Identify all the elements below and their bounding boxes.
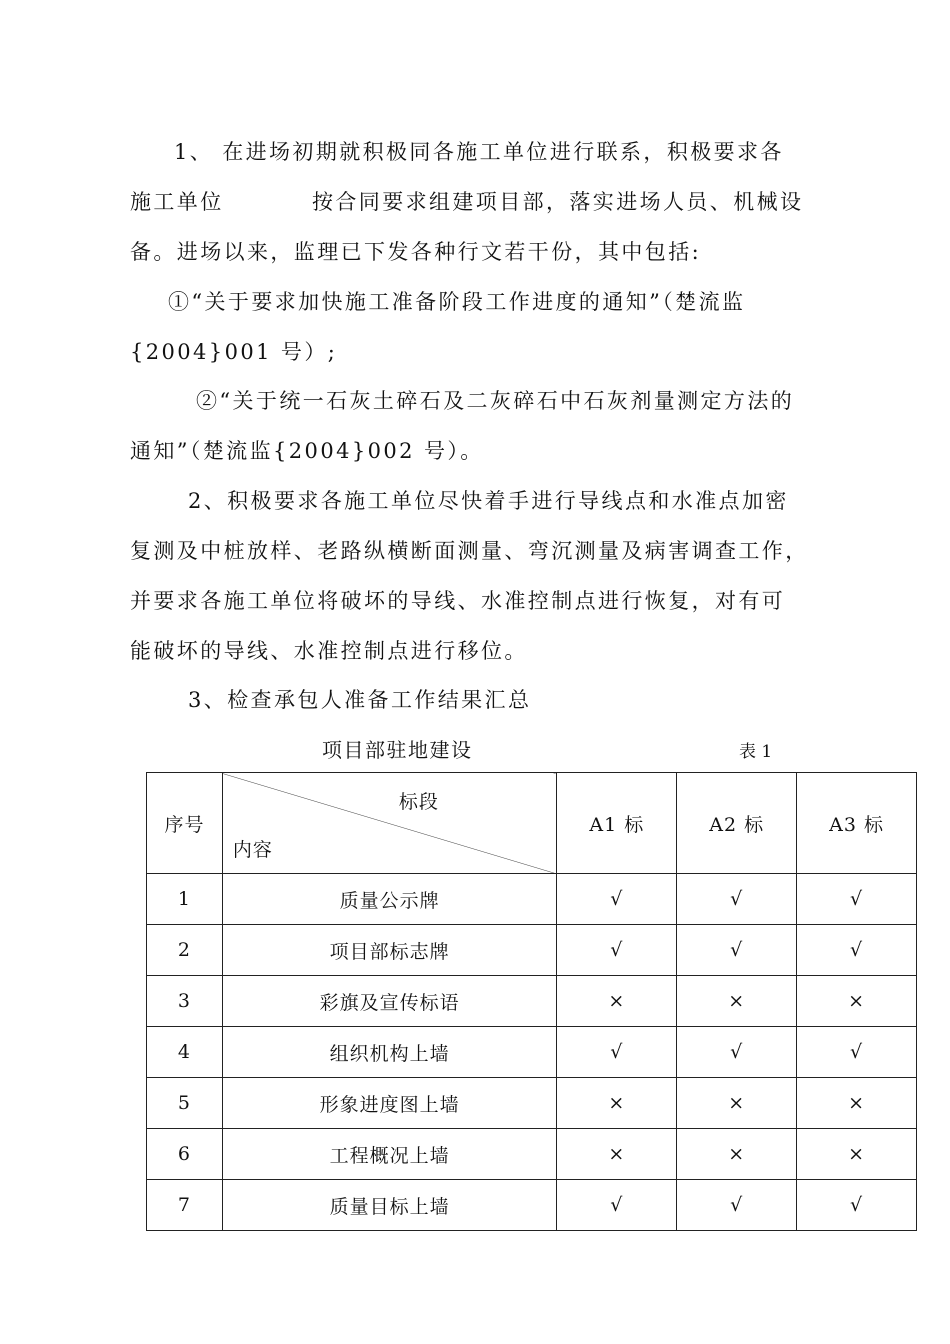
- row-content: 工程概况上墙: [222, 1129, 557, 1180]
- row-a3-status: ×: [797, 976, 917, 1027]
- row-content: 彩旗及宣传标语: [222, 976, 557, 1027]
- row-a1-status: √: [557, 1027, 677, 1078]
- table-row: [147, 976, 917, 1027]
- row-a1-status: √: [557, 925, 677, 976]
- table-row: [147, 1180, 917, 1231]
- row-a1-status: ×: [557, 976, 677, 1027]
- header-a3: A3 标: [797, 773, 917, 874]
- list-item-1-line-1: ①“关于要求加快施工准备阶段工作进度的通知”（楚流监: [168, 290, 746, 314]
- row-a2-status: ×: [677, 1129, 797, 1180]
- table-row: [147, 1129, 917, 1180]
- row-a2-status: √: [677, 1027, 797, 1078]
- row-a2-status: √: [677, 1180, 797, 1231]
- paragraph-2-line-4: 能破坏的导线、水准控制点进行移位。: [130, 639, 528, 663]
- row-content: 质量公示牌: [222, 874, 557, 925]
- paragraph-2-line-3: 并要求各施工单位将破坏的导线、水准控制点进行恢复，对有可: [130, 589, 786, 613]
- header-seq: 序号: [147, 773, 223, 874]
- row-a3-status: √: [797, 1027, 917, 1078]
- list-item-2-line-1: ②“关于统一石灰土碎石及二灰碎石中石灰剂量测定方法的: [196, 389, 795, 413]
- row-a2-status: ×: [677, 976, 797, 1027]
- row-a3-status: ×: [797, 1129, 917, 1180]
- paragraph-3-line-1: 3、检查承包人准备工作结果汇总: [188, 688, 532, 712]
- row-a1-status: √: [557, 1180, 677, 1231]
- row-seq: 4: [147, 1027, 223, 1078]
- row-seq: 5: [147, 1078, 223, 1129]
- row-content: 项目部标志牌: [222, 925, 557, 976]
- row-a2-status: ×: [677, 1078, 797, 1129]
- header-a2: A2 标: [677, 773, 797, 874]
- header-a1: A1 标: [557, 773, 677, 874]
- row-seq: 3: [147, 976, 223, 1027]
- row-a3-status: ×: [797, 1078, 917, 1129]
- header-content-label: 内容: [232, 839, 273, 861]
- header-section-label: 标段: [398, 791, 439, 813]
- row-a2-status: √: [677, 874, 797, 925]
- header-diagonal-cell: [222, 773, 557, 874]
- list-item-1-line-2: {2004}001 号）;: [130, 340, 338, 364]
- table-header-row: [147, 773, 917, 874]
- row-a1-status: ×: [557, 1129, 677, 1180]
- paragraph-2-line-2: 复测及中桩放样、老路纵横断面测量、弯沉测量及病害调查工作，: [130, 539, 809, 563]
- table-row: [147, 925, 917, 976]
- site-construction-table: [146, 772, 917, 1231]
- row-a3-status: √: [797, 874, 917, 925]
- row-content: 形象进度图上墙: [222, 1078, 557, 1129]
- row-seq: 6: [147, 1129, 223, 1180]
- row-a3-status: √: [797, 925, 917, 976]
- row-seq: 2: [147, 925, 223, 976]
- row-seq: 7: [147, 1180, 223, 1231]
- table-caption: 项目部驻地建设: [322, 738, 473, 762]
- row-a1-status: ×: [557, 1078, 677, 1129]
- table-row: [147, 1027, 917, 1078]
- row-a3-status: √: [797, 1180, 917, 1231]
- paragraph-2-line-1: 2、积极要求各施工单位尽快着手进行导线点和水准点加密: [188, 489, 789, 513]
- paragraph-1-line-2a: 施工单位: [130, 190, 224, 214]
- table-row: [147, 1078, 917, 1129]
- table-row: [147, 874, 917, 925]
- table-number: 表 1: [739, 742, 773, 762]
- paragraph-1-line-3: 备。进场以来，监理已下发各种行文若干份，其中包括:: [130, 240, 702, 264]
- list-item-2-line-2: 通知”（楚流监{2004}002 号）。: [130, 439, 484, 463]
- row-a1-status: √: [557, 874, 677, 925]
- paragraph-1-line-2b: 按合同要求组建项目部，落实进场人员、机械设: [312, 190, 804, 214]
- row-a2-status: √: [677, 925, 797, 976]
- row-content: 组织机构上墙: [222, 1027, 557, 1078]
- row-seq: 1: [147, 874, 223, 925]
- paragraph-1-line-1: 1、 在进场初期就积极同各施工单位进行联系，积极要求各: [174, 140, 784, 164]
- row-content: 质量目标上墙: [222, 1180, 557, 1231]
